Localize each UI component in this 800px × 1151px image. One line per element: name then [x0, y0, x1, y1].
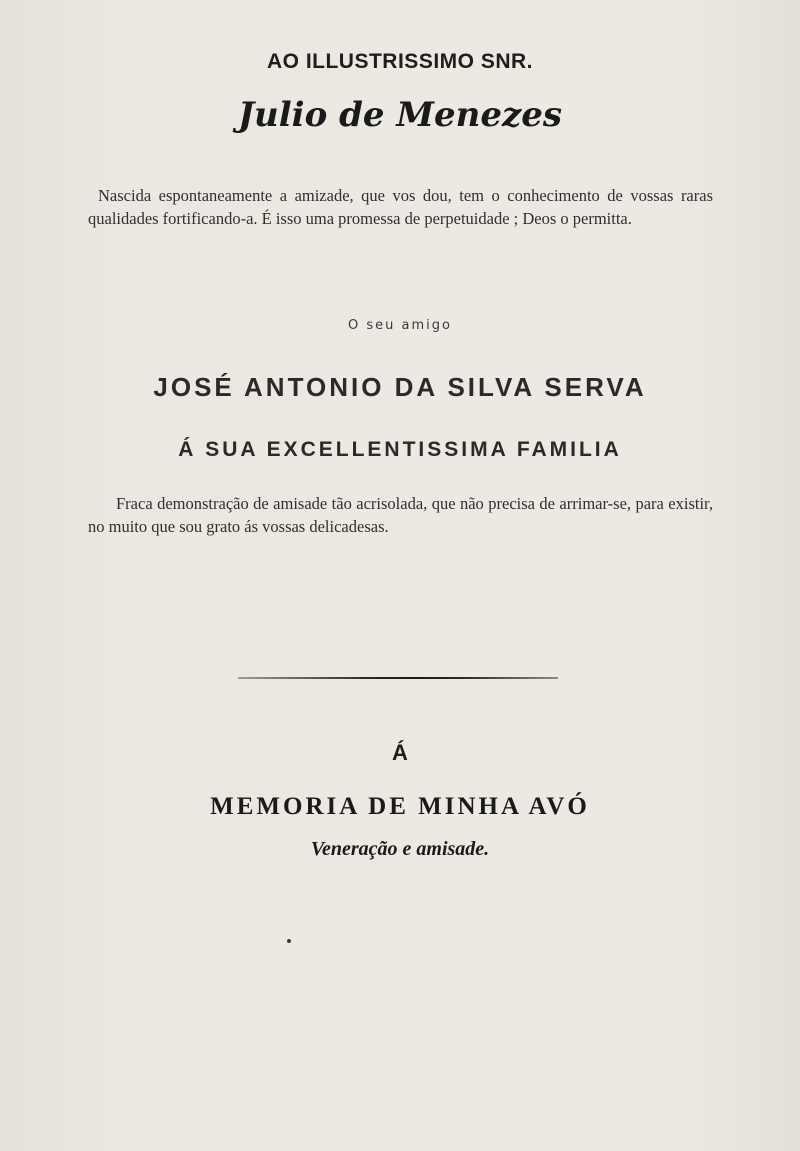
dedication-preposition: Á	[392, 740, 408, 765]
memorial-motto: Veneração e amisade.	[310, 838, 490, 860]
signer-name: JOSÉ ANTONIO DA SILVA SERVA	[153, 372, 647, 402]
dedicatee-name: Julio de Menezes	[237, 95, 563, 135]
dedication-paragraph: Nascida espontaneamente a amizade, que vos dou, tem o conhecimento de vossas raras qualidades fortificando-a. É isso uma promessa de perpetuidade ; Deos o permitta.	[88, 186, 713, 228]
memorial-line: MEMORIA DE MINHA AVÓ	[210, 793, 590, 820]
family-paragraph: Fraca demonstração de amisade tão acrisolada, que não precisa de arrimar-se, para existir, no muito que sou grato ás vossas delicadesas.	[88, 494, 713, 536]
dedication-heading: AO ILLUSTRISSIMO SNR.	[266, 50, 533, 73]
ornamental-line: O seu amigo	[348, 318, 452, 333]
family-heading: Á SUA EXCELLENTISSIMA FAMILIA	[178, 438, 622, 461]
ink-speck	[287, 939, 291, 943]
section-divider	[238, 677, 558, 679]
